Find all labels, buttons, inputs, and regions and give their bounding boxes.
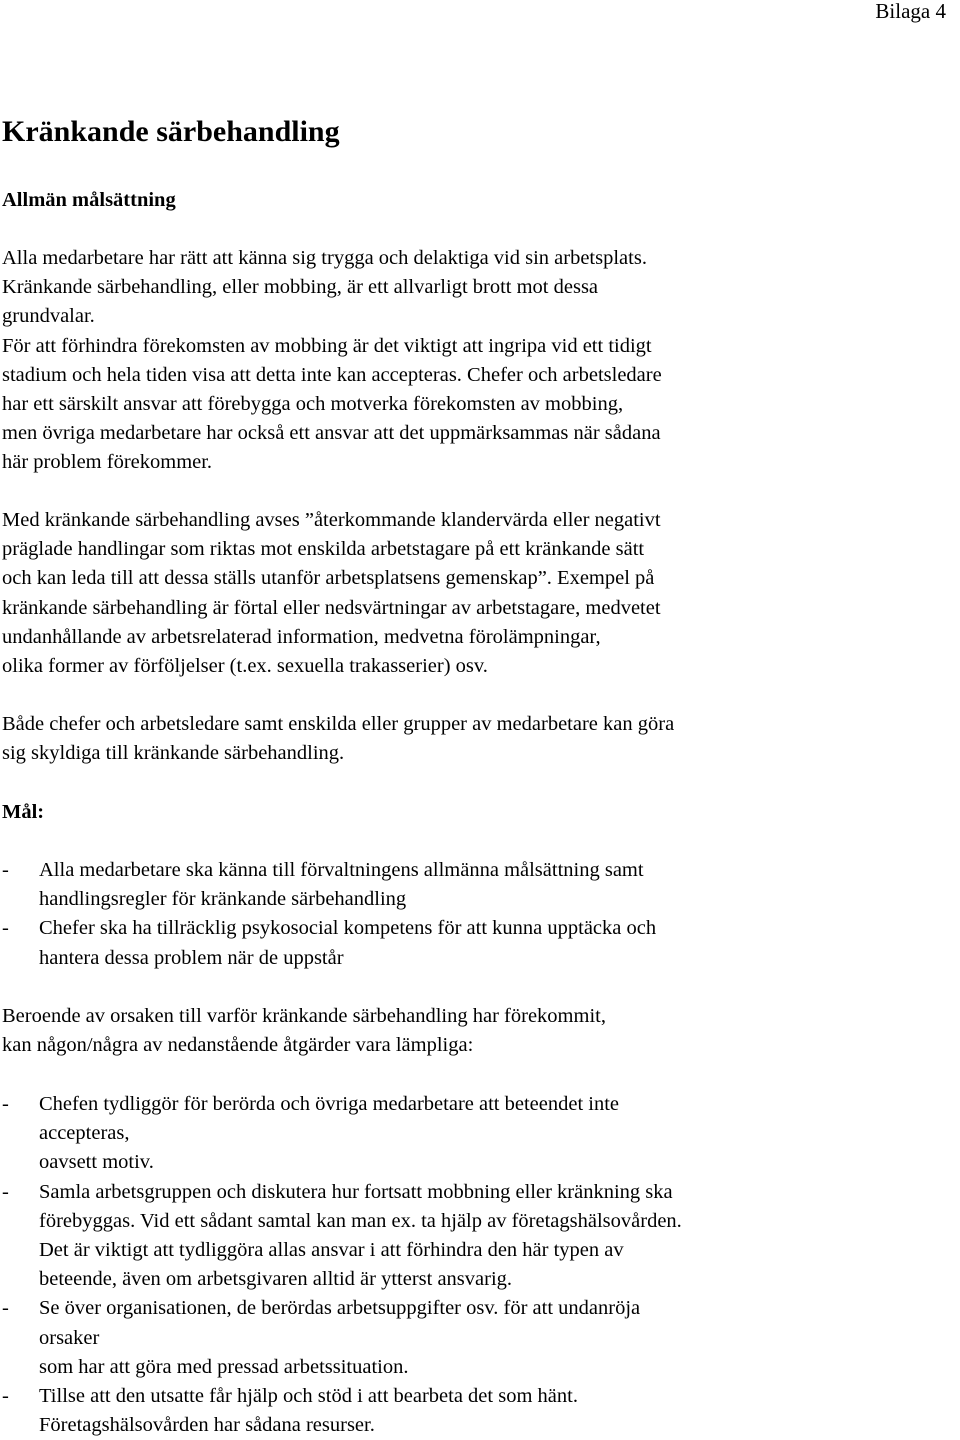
list-item-line: förebyggas. Vid ett sådant samtal kan man ex. ta hjälp av företagshälsovården. xyxy=(39,1209,682,1232)
list-item-line: Alla medarbetare ska känna till förvaltningens allmänna målsättning samt xyxy=(39,859,644,881)
paragraph-line: här problem förekommer. xyxy=(2,451,213,474)
list-item-line: hantera dessa problem när de uppstår xyxy=(39,946,344,969)
dash-bullet: - xyxy=(2,1093,9,1115)
paragraph-responsibility xyxy=(2,710,952,768)
paragraph-line: kan någon/några av nedanstående åtgärder vara lämpliga: xyxy=(2,1034,474,1057)
list-item-line: Tillse att den utsatte får hjälp och stöd i att bearbeta det som hänt. xyxy=(39,1385,578,1408)
paragraph-intro xyxy=(2,244,952,478)
paragraph-line: stadium och hela tiden visa att detta inte kan accepteras. Chefer och arbetsledare xyxy=(2,363,662,386)
list-item-line: Samla arbetsgruppen och diskutera hur fortsatt mobbning eller kränkning ska xyxy=(39,1180,673,1203)
paragraph-line: grundvalar. xyxy=(2,305,95,328)
paragraph-line: och kan leda till att dessa ställs utanför arbetsplatsens gemenskap”. Exempel på xyxy=(2,567,655,590)
goals-list xyxy=(2,856,952,973)
paragraph-line: Kränkande särbehandling, eller mobbing, är ett allvarligt brott mot dessa xyxy=(2,276,599,299)
paragraph-measures-intro xyxy=(2,1002,952,1060)
paragraph-line: Beroende av orsaken till varför kränkande särbehandling har förekommit, xyxy=(2,1005,606,1027)
list-item-line: oavsett motiv. xyxy=(39,1151,154,1174)
section-heading-goals: Mål: xyxy=(2,801,45,823)
paragraph-line: kränkande särbehandling är förtal eller nedsvärtningar av arbetstagare, medvetet xyxy=(2,596,661,619)
list-item xyxy=(2,1382,952,1440)
paragraph-line: sig skyldiga till kränkande särbehandling. xyxy=(2,742,345,765)
list-item-line: Chefer ska ha tillräcklig psykosocial kompetens för att kunna upptäcka och xyxy=(39,917,657,940)
list-item-line: Företagshälsovården har sådana resurser. xyxy=(39,1414,375,1437)
list-item-line: Det är viktigt att tydliggöra allas ansvar i att förhindra den här typen av xyxy=(39,1239,624,1262)
paragraph-line: Alla medarbetare har rätt att känna sig trygga och delaktiga vid sin arbetsplats. xyxy=(2,247,647,269)
dash-bullet: - xyxy=(2,917,9,940)
list-item xyxy=(2,1294,952,1382)
list-item xyxy=(2,914,952,972)
dash-bullet: - xyxy=(2,1297,9,1320)
list-item xyxy=(2,856,952,914)
list-item-line: Chefen tydliggör för berörda och övriga medarbetare att beteendet inte xyxy=(39,1093,620,1115)
dash-bullet: - xyxy=(2,859,9,881)
document-title: Kränkande särbehandling xyxy=(2,115,340,148)
paragraph-line: olika former av förföljelser (t.ex. sexuella trakasserier) osv. xyxy=(2,655,488,678)
appendix-label: Bilaga 4 xyxy=(875,0,946,23)
paragraph-line: För att förhindra förekomsten av mobbing är det viktigt att ingripa vid ett tidigt xyxy=(2,334,652,357)
paragraph-line: men övriga medarbetare har också ett ansvar att det uppmärksammas när sådana xyxy=(2,422,661,445)
list-item xyxy=(2,1090,952,1178)
list-item-line: handlingsregler för kränkande särbehandling xyxy=(39,888,407,911)
measures-list xyxy=(2,1090,952,1440)
paragraph-line: Med kränkande särbehandling avses ”återkommande klandervärda eller negativt xyxy=(2,509,661,531)
list-item-line: orsaker xyxy=(39,1326,100,1349)
paragraph-definition xyxy=(2,506,952,681)
list-item-line: som har att göra med pressad arbetssituation. xyxy=(39,1355,409,1378)
paragraph-line: undanhållande av arbetsrelaterad information, medvetna förolämpningar, xyxy=(2,625,601,648)
section-heading-general-goal: Allmän målsättning xyxy=(2,189,176,211)
dash-bullet: - xyxy=(2,1385,9,1408)
list-item-line: accepteras, xyxy=(39,1122,130,1145)
paragraph-line: präglade handlingar som riktas mot enskilda arbetstagare på ett kränkande sätt xyxy=(2,538,645,561)
list-item-line: beteende, även om arbetsgivaren alltid är ytterst ansvarig. xyxy=(39,1268,513,1291)
dash-bullet: - xyxy=(2,1180,9,1203)
paragraph-line: har ett särskilt ansvar att förebygga och motverka förekomsten av mobbing, xyxy=(2,393,624,416)
list-item-line: Se över organisationen, de berördas arbetsuppgifter osv. för att undanröja xyxy=(39,1297,641,1320)
list-item xyxy=(2,1178,952,1295)
paragraph-line: Både chefer och arbetsledare samt enskilda eller grupper av medarbetare kan göra xyxy=(2,713,675,735)
